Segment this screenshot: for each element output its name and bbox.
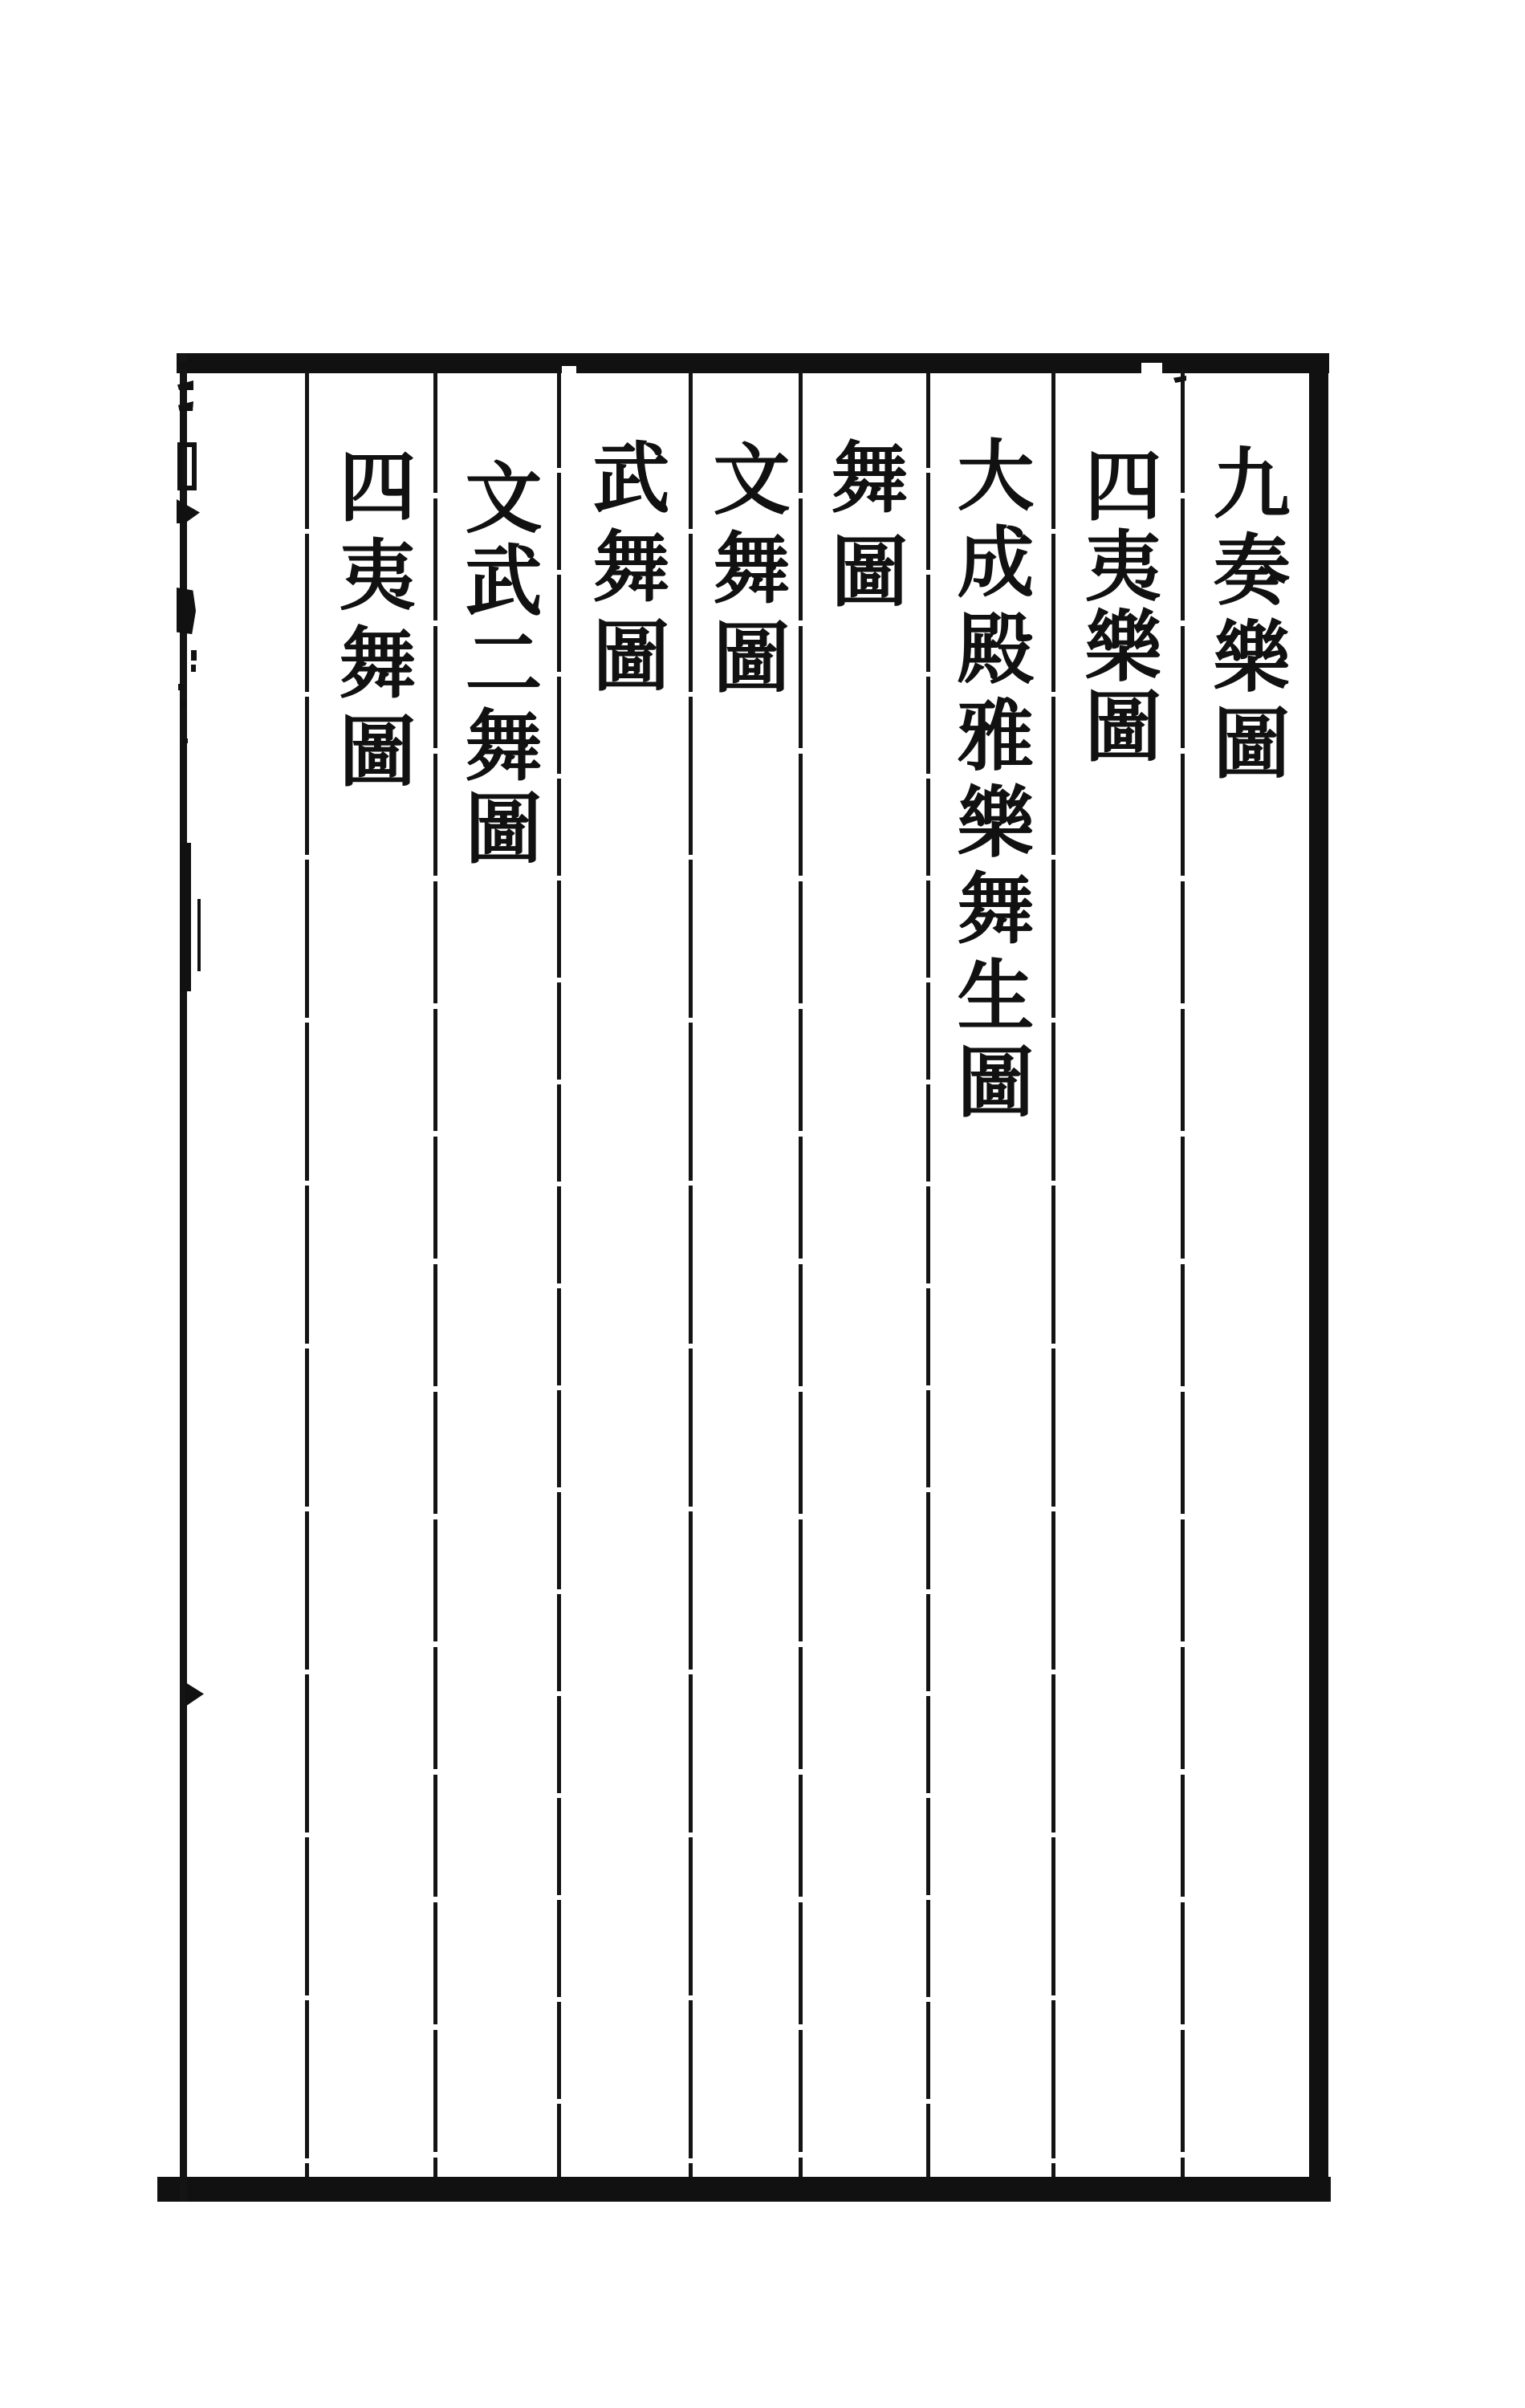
- ink-fragment: [177, 588, 196, 634]
- column-rule: [926, 371, 930, 2177]
- ink-fragment: [197, 899, 201, 971]
- column-text-dacheng-dian-yayue-wusheng-tu: 大成殿雅樂舞生圖: [945, 435, 1035, 1129]
- column-rule: [1181, 371, 1185, 2177]
- ink-fragment: [183, 738, 188, 743]
- ink-fragment: [191, 665, 196, 672]
- column-text-si-yi-wu-tu: 四夷舞圖: [327, 446, 417, 799]
- column-rule: [689, 371, 693, 2177]
- ink-fragment: [177, 442, 197, 490]
- print-gap: [562, 366, 576, 374]
- ink-fragment: [191, 650, 197, 661]
- column-text-jiu-zou-yue-tu: 九奏樂圖: [1201, 443, 1291, 790]
- ink-fragment: [177, 499, 200, 523]
- column-text-wu-tu: 舞圖: [819, 437, 909, 625]
- print-gap: [1141, 363, 1162, 374]
- column-text-wen-wu-tu: 文舞圖: [701, 439, 791, 706]
- column-rule: [799, 371, 803, 2177]
- frame-border-right: [1309, 353, 1328, 2202]
- ink-fragment: [180, 700, 186, 708]
- frame-border-bottom: [157, 2177, 1331, 2202]
- column-rule: [557, 371, 561, 2177]
- column-rule: [305, 371, 309, 2177]
- ink-fragment: [178, 684, 185, 690]
- column-rule: [1051, 371, 1055, 2177]
- ink-fragment: [185, 1682, 204, 1706]
- column-rule: [433, 371, 437, 2177]
- column-text-wenwu-er-wu-tu: 文武二舞圖: [453, 458, 543, 871]
- ink-fragment: [180, 843, 191, 991]
- column-text-wu-wu-tu: 武舞圖: [580, 437, 670, 705]
- column-text-si-yi-yue-tu: 四夷樂圖: [1072, 445, 1162, 767]
